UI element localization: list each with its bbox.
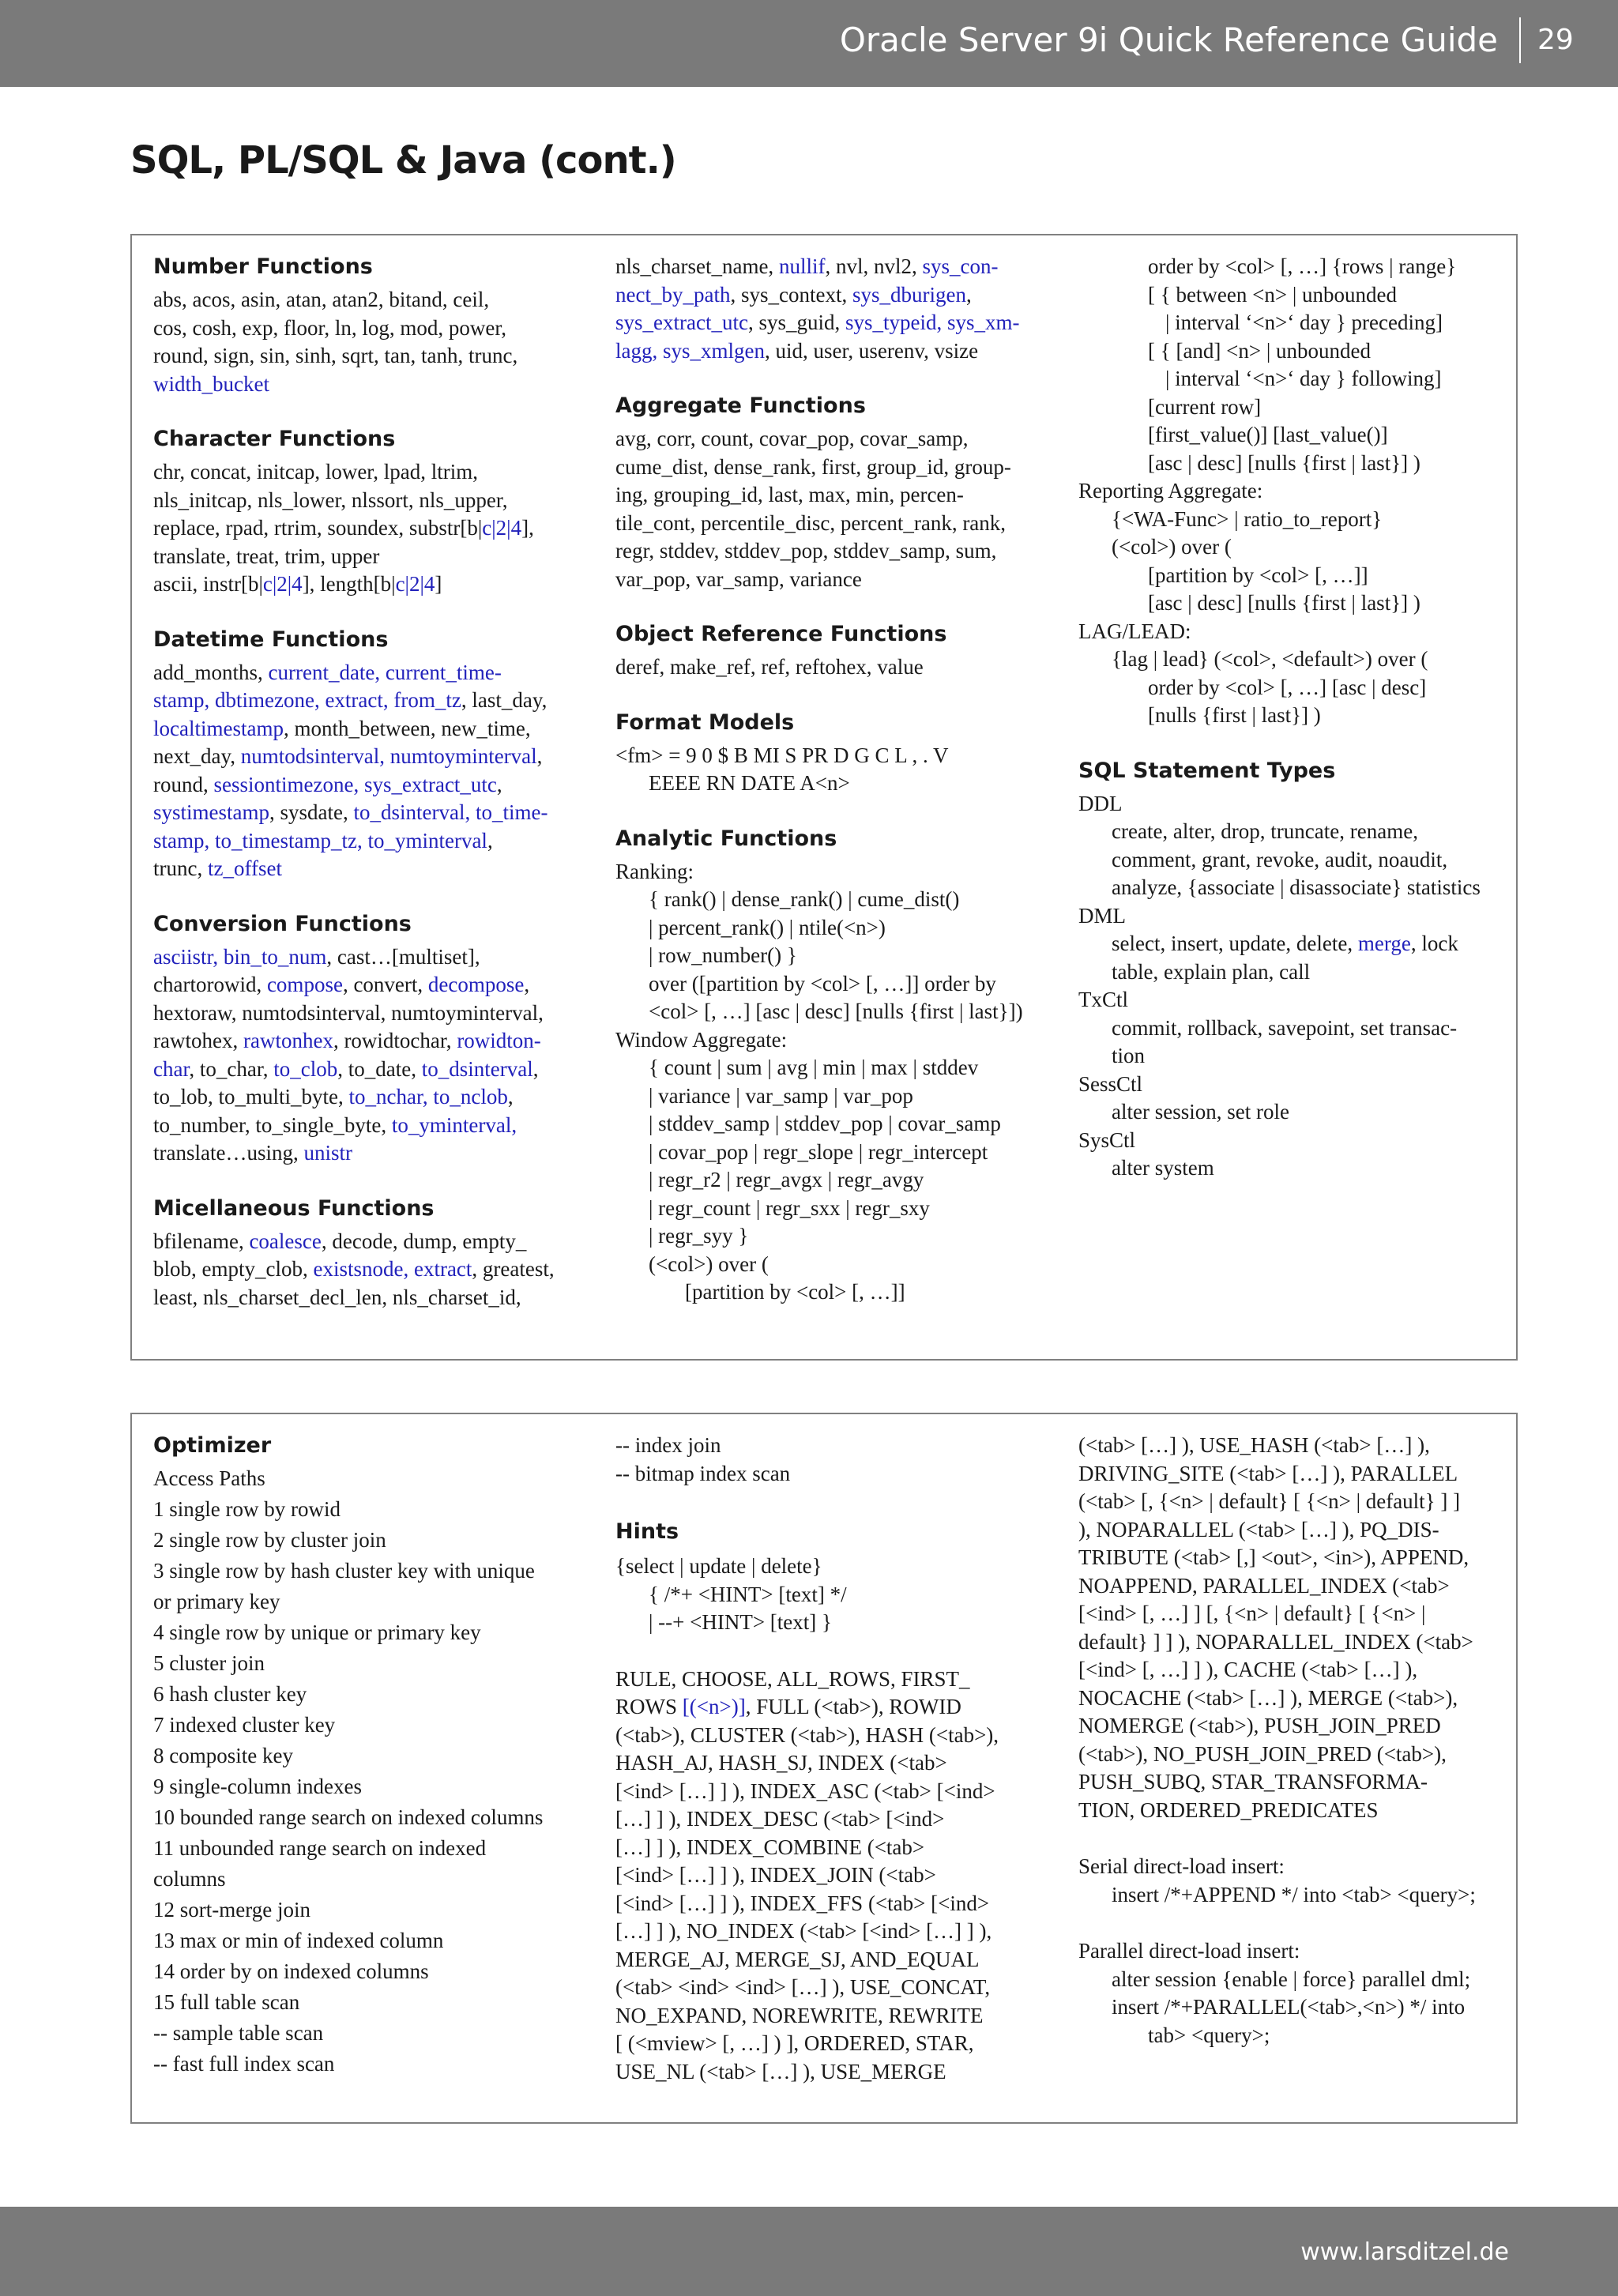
text-span: , [487, 828, 493, 853]
text-span: , decode, dump, empty_ [321, 1229, 527, 1253]
text-span: translate…using, [153, 1141, 304, 1165]
text-line: [<ind> [, …] ] ), CACHE (<tab> […] ), [1078, 1658, 1418, 1681]
link-text[interactable]: nect_by_path [615, 282, 731, 307]
panel2-column-2 [615, 1432, 1046, 2086]
text-span: , sysdate, [269, 800, 354, 824]
access-path-item: 7 indexed cluster key [153, 1713, 336, 1737]
text-line [615, 337, 1046, 366]
link-text[interactable]: unistr [303, 1141, 352, 1165]
text-line: USE_NL (<tab> […] ), USE_MERGE [615, 2059, 946, 2083]
text-line: commit, rollback, savepoint, set transac- [1112, 1015, 1458, 1040]
text-line [153, 1056, 584, 1084]
text-line: {select | update | delete} [615, 1554, 822, 1578]
text-line: [partition by <col> [, …]] [685, 1280, 905, 1304]
text-line: regr, stddev, stddev_pop, stddev_samp, sum, [615, 539, 997, 563]
hints-title: Hints [615, 1519, 679, 1544]
text-line: | interval ‘<n>‘ day } preceding] [1165, 311, 1443, 334]
link-text[interactable]: to_clob [273, 1056, 338, 1081]
text-line: TION, ORDERED_PREDICATES [1078, 1797, 1379, 1822]
link-text[interactable]: current_date, current_time- [268, 660, 502, 684]
text-line: [current row] [1148, 394, 1262, 419]
text-line [153, 659, 584, 687]
text-line: ing, grouping_id, last, max, min, percen- [615, 483, 964, 506]
text-span: nls_charset_name, [615, 254, 779, 278]
text-line: cume_dist, dense_rank, first, group_id, group- [615, 454, 1011, 479]
section-title: Object Reference Functions [615, 622, 947, 646]
format-models-section [615, 709, 1046, 798]
link-text[interactable]: [(<n>)] [682, 1695, 746, 1718]
text-line: (<col>) over ( [1112, 535, 1232, 559]
text-span: to_lob, to_multi_byte, [153, 1085, 349, 1108]
text-line: (<tab> [, {<n> | default} [ {<n> | default} ] ] [1078, 1489, 1461, 1513]
text-line: PUSH_SUBQ, STAR_TRANSFORMA- [1078, 1770, 1428, 1794]
text-span: chartorowid, [153, 973, 267, 996]
functions-panel [130, 234, 1518, 1361]
text-span: , rowidtochar, [333, 1029, 457, 1052]
link-text[interactable]: to_dsinterval, to_time- [353, 800, 548, 824]
text-line: LAG/LEAD: [1078, 619, 1191, 643]
text-line: [<ind> […] ] ), INDEX_ASC (<tab> [<ind> [615, 1778, 995, 1803]
link-text[interactable]: tz_offset [207, 856, 282, 880]
text-line: [first_value()] [last_value()] [1148, 423, 1388, 446]
text-line [615, 253, 1046, 281]
text-line: tion [1112, 1044, 1146, 1067]
text-line [153, 1083, 584, 1112]
sql-statement-types-section [1078, 757, 1501, 1183]
link-text[interactable]: to_yminterval, [391, 1112, 517, 1137]
section-title: Character Functions [153, 427, 396, 451]
text-line: insert /*+APPEND */ into <tab> <query>; [1112, 1882, 1476, 1906]
section-title: SQL Statement Types [1078, 758, 1336, 783]
text-span: , [536, 744, 543, 768]
section-title: Format Models [615, 710, 795, 735]
text-line: TxCtl [1078, 988, 1129, 1011]
text-span: blob, empty_clob, [153, 1257, 314, 1281]
miscellaneous-functions-section [153, 1195, 584, 1312]
section-title: Conversion Functions [153, 911, 412, 936]
text-line: TRIBUTE (<tab> [,] <out>, <in>), APPEND, [1078, 1545, 1469, 1569]
text-line: | covar_pop | regr_slope | regr_intercept [649, 1139, 988, 1164]
text-line: tab> <query>; [1148, 2023, 1270, 2047]
access-path-item: 15 full table scan [153, 1990, 300, 2014]
access-path-item: -- bitmap index scan [615, 1461, 791, 1485]
section-title: Aggregate Functions [615, 393, 866, 418]
header-divider [1519, 17, 1521, 63]
text-line: [ { [and] <n> | unbounded [1148, 338, 1372, 363]
text-line [153, 1112, 584, 1140]
text-line: abs, acos, asin, atan, atan2, bitand, ceil, [153, 288, 490, 311]
text-line: | interval ‘<n>‘ day } following] [1165, 367, 1442, 390]
text-span: , [524, 973, 530, 996]
text-span: , nvl, nvl2, [825, 254, 923, 278]
link-text[interactable]: to_dsinterval [421, 1056, 533, 1081]
section-title: Optimizer [153, 1433, 272, 1458]
text-line: translate, treat, trim, upper [153, 544, 380, 568]
section-title: Number Functions [153, 254, 373, 279]
link-text[interactable]: sys_dburigen [852, 282, 966, 307]
access-path-item: -- sample table scan [153, 2021, 324, 2045]
panel1-column-2 [615, 253, 1046, 1334]
text-span: , [507, 1085, 514, 1108]
text-line [153, 514, 584, 543]
text-line: MERGE_AJ, MERGE_SJ, AND_EQUAL [615, 1947, 980, 1971]
text-line [153, 827, 584, 856]
access-path-item: 12 sort-merge join [153, 1898, 310, 1921]
text-span: , lock [1410, 932, 1458, 955]
text-line: { count | sum | avg | min | max | stddev [649, 1056, 979, 1079]
text-line [153, 1228, 584, 1256]
link-text[interactable]: rawtonhex [243, 1029, 333, 1052]
link-text[interactable]: sys_con- [922, 254, 999, 278]
text-line: [ (<mview> [, …] ) ], ORDERED, STAR, [615, 2031, 974, 2055]
text-span: , to_char, [189, 1056, 274, 1081]
text-line: [partition by <col> [, …]] [1148, 563, 1368, 587]
access-path-item: 6 hash cluster key [153, 1682, 307, 1706]
text-span: , sys_guid, [747, 311, 845, 334]
text-line: | regr_syy } [649, 1224, 749, 1248]
text-line: [nulls {first | last}] ) [1148, 703, 1321, 727]
text-line [615, 309, 1046, 337]
conversion-functions-section [153, 910, 584, 1168]
text-line: | variance | var_samp | var_pop [649, 1083, 913, 1108]
text-span: , cast…[multiset], [326, 944, 480, 969]
text-line: [<ind> […] ] ), INDEX_FFS (<tab> [<ind> [615, 1891, 990, 1915]
text-span: ], length[b| [302, 572, 396, 596]
text-line: EEEE RN DATE A<n> [649, 771, 850, 795]
text-line [153, 1027, 584, 1056]
text-span: round, [153, 772, 214, 796]
link-text[interactable]: compose [266, 973, 343, 996]
text-line: round, sign, sin, sinh, sqrt, tan, tanh, trunc, [153, 344, 518, 367]
text-line: DML [1078, 903, 1126, 928]
text-span: bfilename, [153, 1229, 250, 1253]
section-title: Micellaneous Functions [153, 1195, 435, 1221]
text-span: , to_date, [337, 1056, 422, 1081]
text-line: create, alter, drop, truncate, rename, [1112, 819, 1418, 843]
access-path-item: 13 max or min of indexed column [153, 1929, 444, 1952]
text-span: , convert, [342, 973, 428, 996]
analytic-functions-continued [1078, 253, 1501, 730]
link-text[interactable]: sys_typeid, sys_xm- [845, 311, 1020, 334]
header-bar [0, 0, 1618, 87]
access-path-item: 9 single-column indexes [153, 1775, 362, 1798]
text-line: | stddev_samp | stddev_pop | covar_samp [649, 1112, 1001, 1135]
text-line: SessCtl [1078, 1071, 1143, 1096]
text-line: (<tab> […] ), USE_HASH (<tab> […] ), [1078, 1433, 1430, 1457]
text-span: , [496, 772, 502, 796]
text-line: (<col>) over ( [649, 1252, 769, 1276]
text-line: {<WA-Func> | ratio_to_report} [1112, 506, 1383, 531]
link-text[interactable]: merge [1357, 932, 1411, 955]
text-line: alter session, set role [1112, 1100, 1289, 1124]
text-span: , [532, 1056, 539, 1081]
access-path-item: 2 single row by cluster join [153, 1528, 386, 1552]
text-span: next_day, [153, 744, 241, 768]
link-text[interactable]: numtodsinterval, numtoyminterval [240, 744, 537, 768]
page-number: 29 [1537, 24, 1574, 56]
access-path-item: columns [153, 1867, 226, 1891]
text-line: order by <col> [, …] [asc | desc] [1148, 675, 1427, 699]
text-line: NOAPPEND, PARALLEL_INDEX (<tab> [1078, 1573, 1450, 1598]
access-path-item: 5 cluster join [153, 1651, 265, 1675]
text-span: , month_between, new_time, [283, 716, 531, 740]
access-path-item: -- fast full index scan [153, 2052, 335, 2076]
text-line: analyze, {associate | disassociate} statistics [1112, 875, 1481, 899]
text-line: | regr_r2 | regr_avgx | regr_avgy [649, 1168, 924, 1191]
link-text[interactable]: c|2|4 [395, 572, 435, 596]
text-line: (<tab>), CLUSTER (<tab>), HASH (<tab>), [615, 1722, 999, 1747]
text-line: order by <col> [, …] {rows | range} [1148, 254, 1457, 278]
text-line [153, 743, 584, 771]
link-text[interactable]: lagg, sys_xmlgen [615, 338, 765, 363]
link-text[interactable]: asciistr, bin_to_num [153, 944, 327, 969]
text-line: chr, concat, initcap, lower, lpad, ltrim, [153, 460, 478, 484]
text-line [153, 799, 584, 827]
analytic-functions-section [615, 825, 1046, 1307]
text-line: [<ind> [, …] ] [, {<n> | default} [ {<n> | [1078, 1602, 1426, 1625]
access-path-item: 3 single row by hash cluster key with unique [153, 1559, 535, 1583]
link-text[interactable]: stamp, to_timestamp_tz, to_yminterval [153, 828, 487, 853]
text-line: Reporting Aggregate: [1078, 479, 1263, 502]
link-text[interactable]: sessiontimezone, sys_extract_utc [213, 772, 497, 796]
text-span: ], [521, 516, 534, 540]
text-line: Serial direct-load insert: [1078, 1854, 1285, 1878]
hint-list [615, 1666, 1046, 2087]
text-line: HASH_AJ, HASH_SJ, INDEX (<tab> [615, 1751, 947, 1775]
text-line: hextoraw, numtodsinterval, numtoyminterval, [153, 1000, 544, 1025]
text-line: […] ] ), NO_INDEX (<tab> [<ind> […] ] ), [615, 1919, 992, 1943]
text-line [153, 1139, 584, 1168]
access-path-item: -- index join [615, 1433, 721, 1457]
text-line [615, 281, 1046, 310]
text-line: ), NOPARALLEL (<tab> […] ), PQ_DIS- [1078, 1517, 1439, 1541]
text-line: least, nls_charset_decl_len, nls_charset_id, [153, 1285, 521, 1309]
text-line: | --+ <HINT> [text] } [649, 1610, 832, 1634]
link-text[interactable]: existsnode, extract [313, 1257, 472, 1281]
text-line: alter system [1112, 1156, 1214, 1180]
text-line [153, 570, 584, 599]
text-span: select, insert, update, delete, [1112, 932, 1358, 955]
text-line: [asc | desc] [nulls {first | last}] ) [1148, 450, 1420, 475]
aggregate-functions-section [615, 392, 1046, 593]
link-text[interactable]: to_nchar, to_nclob [348, 1085, 508, 1108]
text-line: <fm> = 9 0 $ B MI S PR D G C L , . V [615, 743, 949, 767]
object-reference-functions-section [615, 620, 1046, 682]
text-line: NOCACHE (<tab> […] ), MERGE (<tab>), [1078, 1685, 1458, 1710]
link-text[interactable]: sys_extract_utc [615, 311, 748, 334]
access-path-item: 8 composite key [153, 1744, 293, 1767]
website-link[interactable]: www.larsditzel.de [1300, 2238, 1509, 2266]
text-line: [<ind> […] ] ), INDEX_JOIN (<tab> [615, 1863, 936, 1887]
text-line [153, 971, 584, 999]
text-span: , [965, 282, 972, 307]
text-line: cos, cosh, exp, floor, ln, log, mod, power, [153, 315, 507, 340]
link-text[interactable]: c|2|4 [482, 516, 522, 540]
text-span: , greatest, [472, 1257, 555, 1281]
text-line: | row_number() } [649, 943, 797, 967]
link-text[interactable]: localtimestamp [153, 716, 284, 740]
text-line: NO_EXPAND, NOREWRITE, REWRITE [615, 2003, 984, 2027]
page-title: SQL, PL/SQL & Java (cont.) [130, 138, 676, 183]
access-path-item: 14 order by on indexed columns [153, 1959, 429, 1983]
text-line: deref, make_ref, ref, reftohex, value [615, 655, 924, 679]
text-line [153, 943, 584, 972]
text-span: trunc, [153, 856, 208, 880]
link-text[interactable]: nullif [778, 254, 826, 278]
text-line: table, explain plan, call [1112, 959, 1311, 984]
text-span: replace, rpad, rtrim, soundex, substr[b| [153, 516, 483, 540]
text-span: , uid, user, userenv, vsize [765, 338, 979, 363]
text-line: [asc | desc] [nulls {first | last}] ) [1148, 591, 1420, 615]
text-line: (<tab>), NO_PUSH_JOIN_PRED (<tab>), [1078, 1741, 1447, 1766]
text-line: RULE, CHOOSE, ALL_ROWS, FIRST_ [615, 1666, 970, 1691]
text-line: SysCtl [1078, 1127, 1136, 1152]
guide-title: Oracle Server 9i Quick Reference Guide [839, 21, 1498, 59]
link-text[interactable]: c|2|4 [262, 572, 303, 596]
section-title: Datetime Functions [153, 627, 389, 652]
text-line: DRIVING_SITE (<tab> […] ), PARALLEL [1078, 1461, 1458, 1485]
text-line: tile_cont, percentile_disc, percent_rank, rank, [615, 510, 1007, 535]
text-span: , sys_context, [730, 282, 852, 307]
access-path-item: 10 bounded range search on indexed columns [153, 1805, 544, 1829]
text-line: […] ] ), INDEX_DESC (<tab> [<ind> [615, 1807, 945, 1831]
text-line: nls_initcap, nls_lower, nlssort, nls_upper, [153, 487, 508, 512]
text-line: over ([partition by <col> [, …]] order by [649, 971, 996, 996]
text-line [153, 687, 584, 715]
text-line [615, 1693, 1046, 1722]
text-line: default} ] ] ), NOPARALLEL_INDEX (<tab> [1078, 1629, 1473, 1654]
footer-bar [0, 2207, 1618, 2296]
text-span: , last_day, [461, 688, 547, 712]
text-line [153, 855, 584, 883]
text-line [153, 1255, 584, 1284]
text-line: var_pop, var_samp, variance [615, 566, 862, 591]
panel2-column-1 [153, 1432, 584, 2080]
text-line: [ { between <n> | unbounded [1148, 282, 1397, 307]
link-text[interactable]: width_bucket [153, 371, 269, 396]
link-text[interactable]: decompose [427, 973, 525, 996]
access-path-item: 1 single row by rowid [153, 1497, 341, 1521]
misc-functions-continued [615, 253, 1046, 365]
text-line: NOMERGE (<tab>), PUSH_JOIN_PRED [1078, 1714, 1441, 1737]
text-line [1078, 930, 1501, 958]
link-text[interactable]: rowidton- [457, 1029, 541, 1052]
text-line: | regr_count | regr_sxx | regr_sxy [649, 1195, 930, 1220]
text-line [153, 715, 584, 743]
link-text[interactable]: coalesce [249, 1229, 322, 1253]
text-span: add_months, [153, 660, 269, 684]
text-line: { /*+ <HINT> [text] */ [649, 1582, 847, 1606]
panel2-column-3 [1078, 1432, 1501, 2049]
text-span: to_number, to_single_byte, [153, 1112, 392, 1137]
panel1-column-3 [1078, 253, 1501, 1210]
text-line [153, 771, 584, 800]
number-functions-section [153, 253, 584, 398]
text-span: , FULL (<tab>), ROWID [745, 1695, 961, 1718]
text-line: comment, grant, revoke, audit, noaudit, [1112, 847, 1448, 871]
character-functions-section [153, 425, 584, 599]
text-span: rawtohex, [153, 1029, 243, 1052]
link-text[interactable]: systimestamp [153, 800, 269, 824]
panel1-column-1 [153, 253, 584, 1338]
text-line: <col> [, …] [asc | desc] [nulls {first | last}]) [649, 999, 1023, 1023]
text-line: alter session {enable | force} parallel dml; [1112, 1967, 1471, 1991]
link-text[interactable]: stamp, dbtimezone, extract, from_tz [153, 688, 461, 712]
text-span: ROWS [615, 1695, 683, 1718]
text-line: { rank() | dense_rank() | cume_dist() [649, 887, 960, 911]
serial-insert-block [1078, 1853, 1501, 1909]
text-line: insert /*+PARALLEL(<tab>,<n>) */ into [1112, 1995, 1466, 2019]
text-line: | percent_rank() | ntile(<n>) [649, 915, 886, 939]
section-title: Analytic Functions [615, 826, 837, 851]
access-path-item: 11 unbounded range search on indexed [153, 1836, 487, 1860]
text-line: Window Aggregate: [615, 1027, 788, 1052]
access-path-item: 4 single row by unique or primary key [153, 1620, 481, 1644]
text-line: Parallel direct-load insert: [1078, 1939, 1300, 1963]
text-span: ascii, instr[b| [153, 572, 263, 596]
text-line: Access Paths [153, 1466, 265, 1490]
parallel-insert-block [1078, 1937, 1501, 2049]
optimizer-panel [130, 1413, 1518, 2124]
link-text[interactable]: char [153, 1056, 190, 1081]
text-line: […] ] ), INDEX_COMBINE (<tab> [615, 1835, 925, 1859]
text-line: Ranking: [615, 859, 694, 883]
text-span: ] [435, 572, 442, 596]
text-line: DDL [1078, 791, 1123, 815]
text-line: avg, corr, count, covar_pop, covar_samp, [615, 427, 969, 450]
datetime-functions-section [153, 626, 584, 883]
text-line: (<tab> <ind> <ind> […] ), USE_CONCAT, [615, 1975, 991, 1999]
text-line: {lag | lead} (<col>, <default>) over ( [1112, 647, 1428, 671]
access-path-item: or primary key [153, 1590, 280, 1613]
